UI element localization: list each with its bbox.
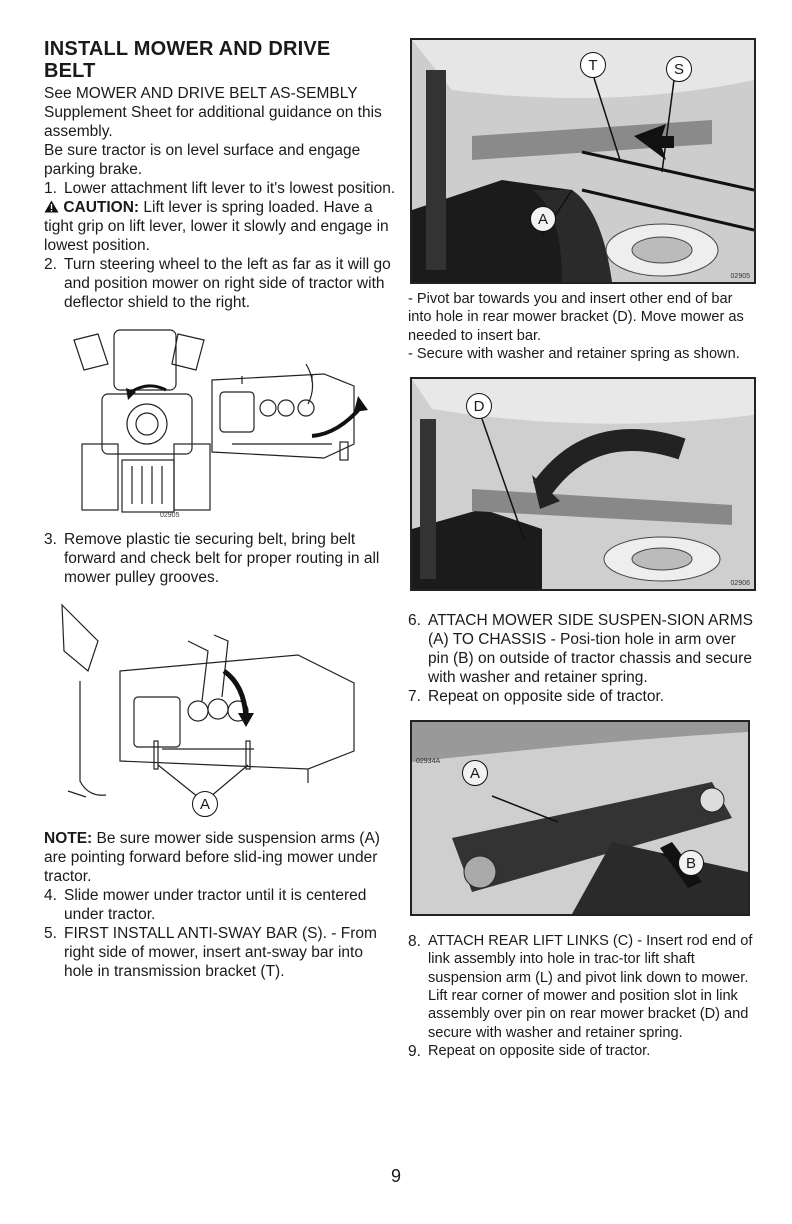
callout-d-label: D: [466, 393, 492, 419]
step-number: 3.: [44, 531, 57, 548]
figure-number: 02906: [730, 580, 750, 588]
step-number: 6.: [408, 612, 421, 630]
intro-paragraph-2: Be sure tractor is on level surface and engage parking brake.: [44, 142, 361, 178]
caution-text: Lift lever is spring loaded. Have a tight grip on lift lever, lower it slowly and engage in lowest position.: [44, 199, 389, 254]
right-column: [408, 38, 758, 1061]
step-text: ATTACH MOWER SIDE SUSPEN-SION ARMS (A) TO CHASSIS - Posi-tion hole in arm over pin (B) on outside of tractor chassis and secure with washer and retainer spring.: [428, 612, 753, 687]
step-text: Repeat on opposite side of tractor.: [428, 1042, 651, 1059]
anti-sway-bar-photo: [410, 38, 756, 284]
left-column: [44, 38, 396, 981]
tractor-mower-diagram: [62, 324, 372, 524]
title-line-1: INSTALL MOWER AND DRIVE: [44, 38, 331, 60]
mower-belt-routing-diagram: [58, 601, 368, 823]
warning-triangle-icon: [44, 199, 63, 216]
pivot-bar-text: - Pivot bar towards you and insert other end of bar into hole in rear mower bracket (D). Move mower as needed to insert bar.: [408, 291, 744, 344]
step-3: [44, 530, 396, 587]
callout-a-label: A: [462, 760, 488, 786]
step-text: ATTACH REAR LIFT LINKS (C) - Insert rod end of link assembly into hole in trac-tor lift shaft suspension arm (L) and pivot link down to mower. Lift rear corner of mower and position slot in link assembly over pin on rear mower bracket (D) and secure with washer and retainer spring.: [428, 933, 753, 1041]
title-line-2: BELT: [44, 60, 96, 82]
callout-t-label: T: [580, 52, 606, 78]
step-5: [44, 924, 396, 981]
intro-paragraph-1: See MOWER AND DRIVE BELT AS-SEMBLY Supplement Sheet for additional guidance on this assembly.: [44, 85, 382, 140]
step-text: Repeat on opposite side of tractor.: [428, 688, 665, 706]
page-number: 9: [390, 1166, 401, 1186]
step-number: 2.: [44, 256, 57, 273]
step-text: Slide mower under tractor until it is centered under tractor.: [64, 887, 367, 923]
step-2: [44, 255, 396, 312]
step-number: 7.: [408, 688, 421, 706]
step-6: [408, 611, 758, 687]
step-number: 8.: [408, 933, 421, 951]
callout-s-label: S: [666, 56, 692, 82]
section-title: [44, 38, 396, 82]
step-7: [408, 687, 758, 706]
step-4: [44, 886, 396, 924]
step-text: Turn steering wheel to the left as far as it will go and position mower on right side of tractor with deflector shield to the right.: [64, 256, 391, 311]
callout-a-label: A: [530, 206, 556, 232]
step-number: 4.: [44, 887, 57, 904]
note-label: NOTE:: [44, 830, 93, 847]
step-text: Lower attachment lift lever to it's lowest position.: [64, 180, 396, 197]
step-text: FIRST INSTALL ANTI-SWAY BAR (S). - From right side of mower, insert ant-sway bar into hole in transmission bracket (T).: [64, 925, 377, 980]
note-text: Be sure mower side suspension arms (A) are pointing forward before slid-ing mower under tractor.: [44, 830, 380, 885]
step-number: 9.: [408, 1042, 421, 1060]
note-paragraph: [44, 829, 396, 886]
figure-number: 02934A: [416, 758, 441, 766]
caution-paragraph: [44, 198, 396, 255]
step-1: [44, 179, 396, 198]
step-number: 1.: [44, 180, 57, 197]
step-text: Remove plastic tie securing belt, bring belt forward and check belt for proper routing in all mower pulley grooves.: [64, 531, 380, 586]
rear-mower-bracket-photo: [410, 377, 756, 591]
secure-washer-text: - Secure with washer and retainer spring as shown.: [408, 345, 740, 362]
callout-b-label: B: [678, 850, 704, 876]
figure-number: 02905: [160, 512, 180, 519]
suspension-arm-photo: [410, 720, 750, 916]
step-9: [408, 1042, 758, 1061]
step-number: 5.: [44, 925, 57, 942]
figure-number: 02905: [730, 273, 750, 280]
callout-a-label: A: [192, 791, 218, 817]
step-8: [408, 932, 758, 1042]
caution-label: CAUTION:: [63, 199, 140, 216]
